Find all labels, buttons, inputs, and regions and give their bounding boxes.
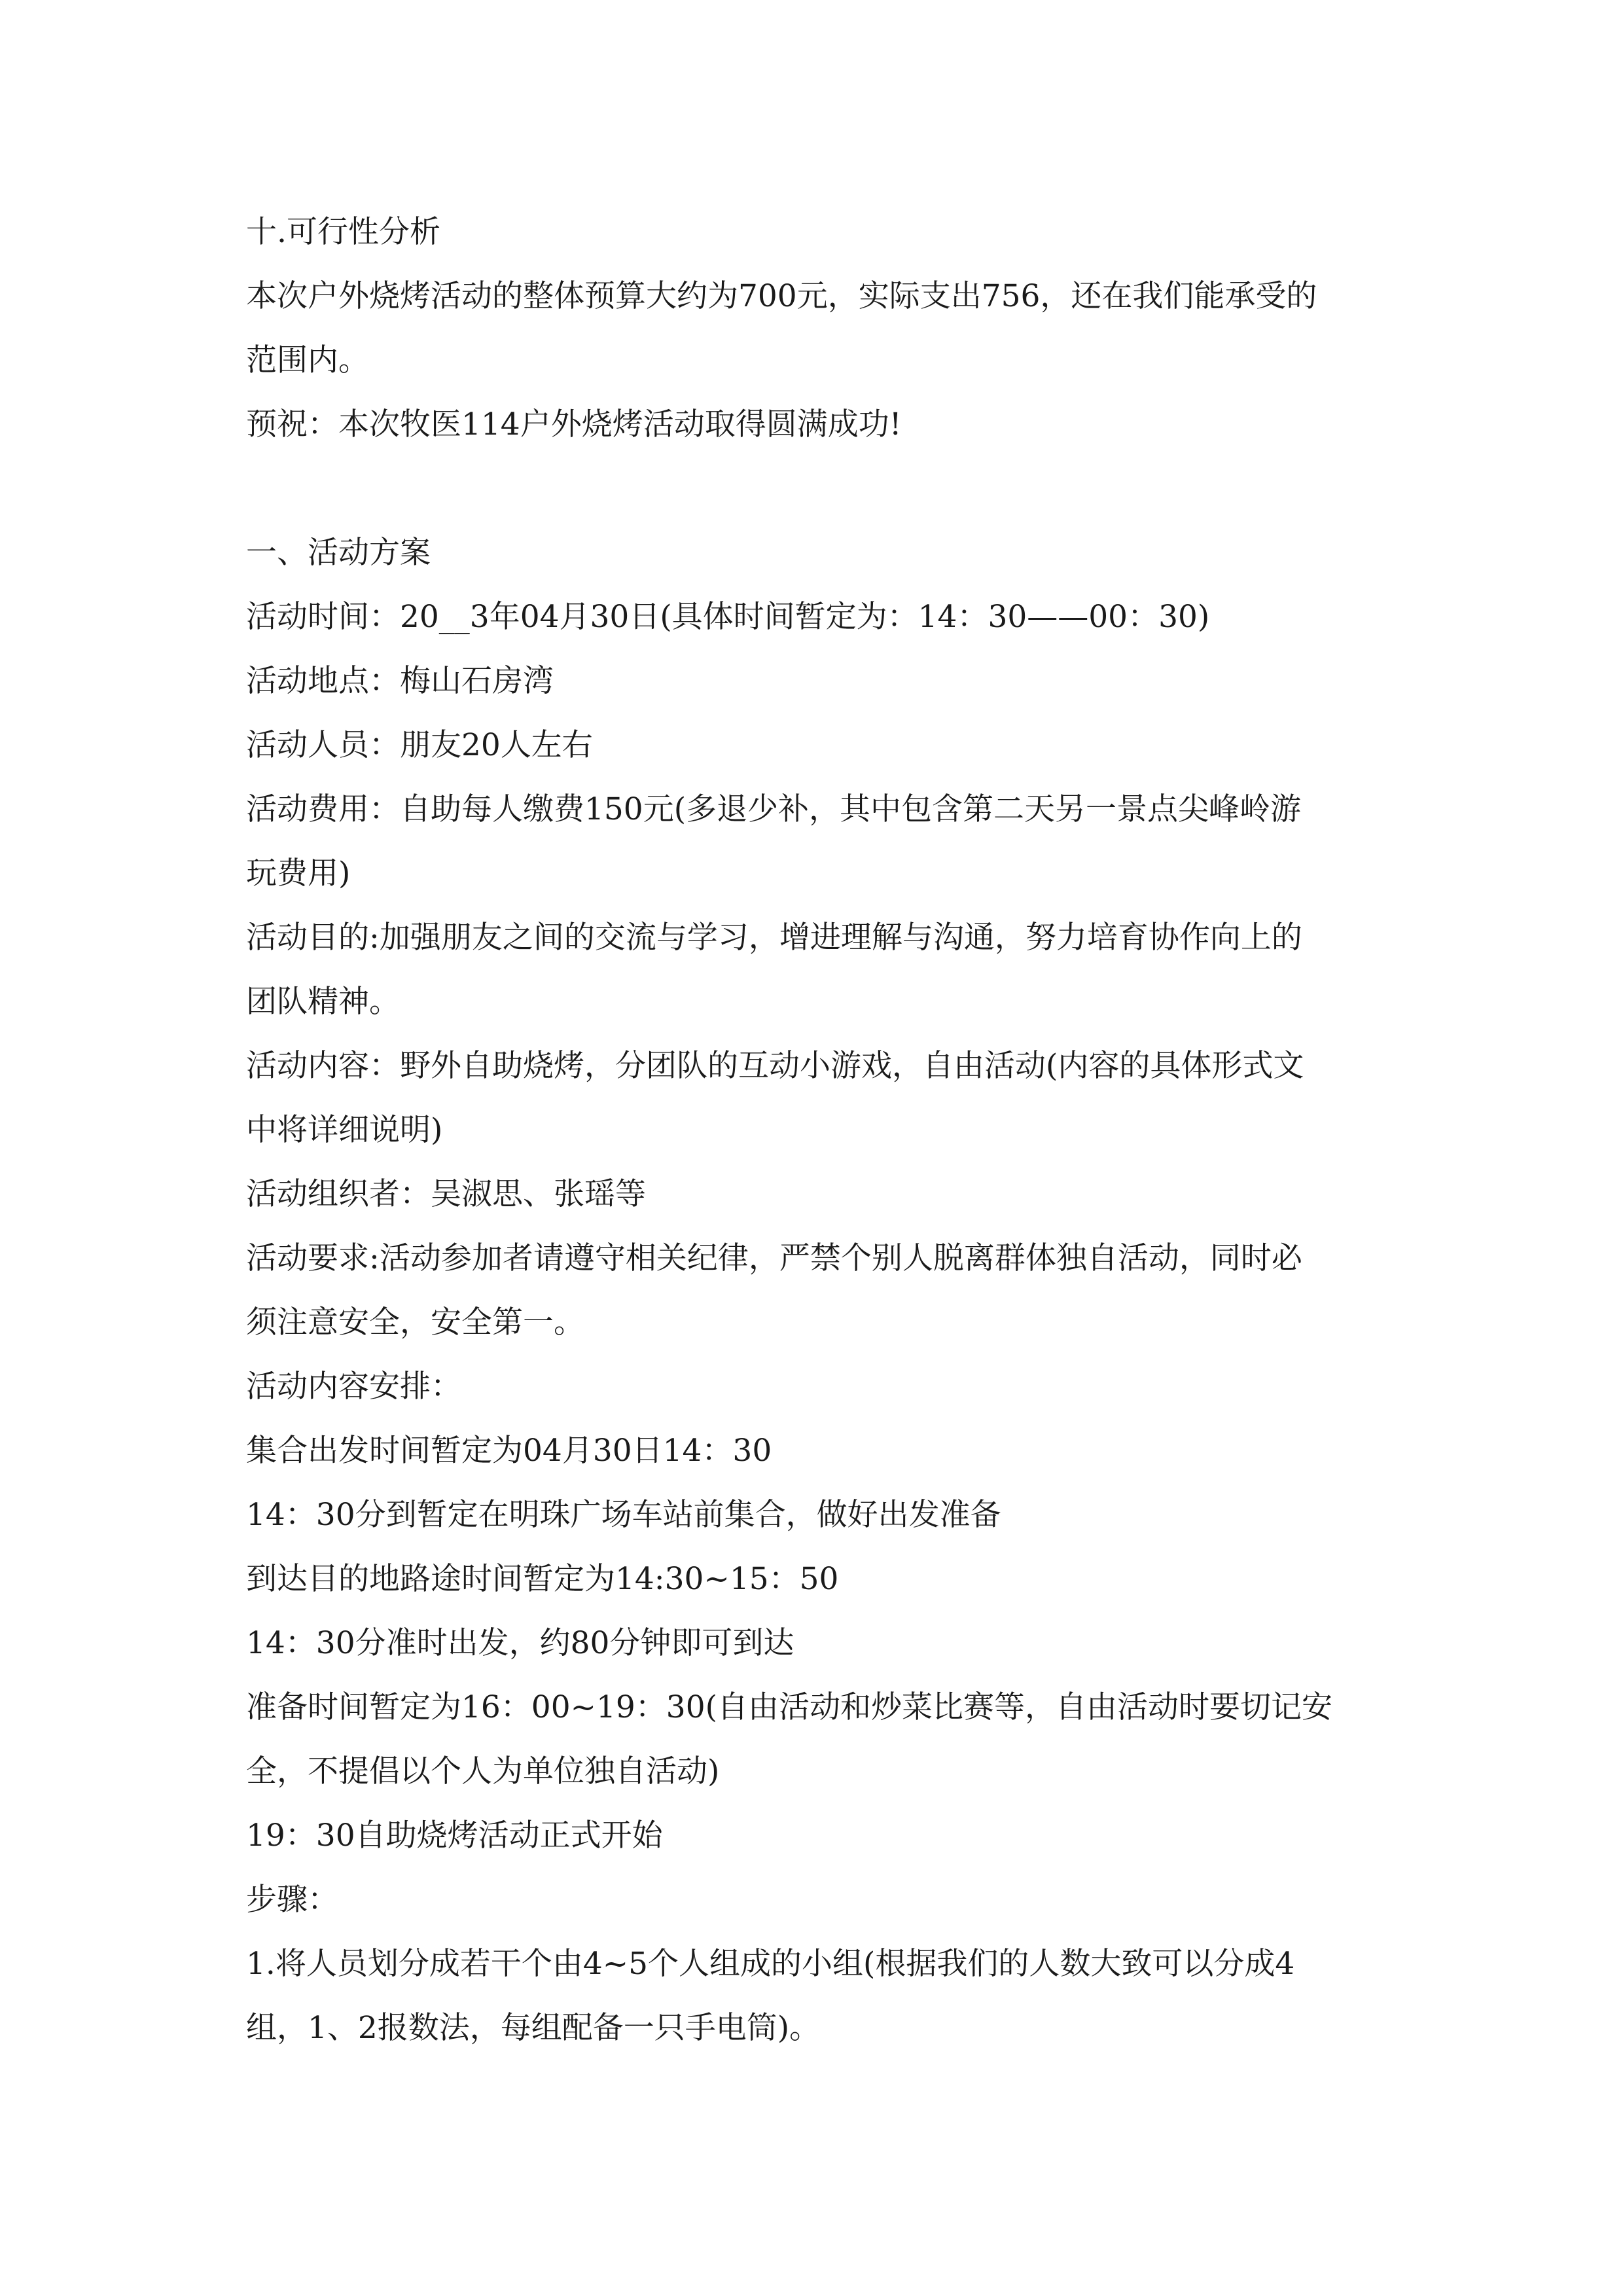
activity-requirements-continued: 须注意安全，安全第一。 <box>246 1304 584 1340</box>
activity-time: 活动时间：20__3年04月30日(具体时间暂定为：14：30——00：30) <box>246 599 1210 635</box>
activity-purpose: 活动目的:加强朋友之间的交流与学习，增进理解与沟通，努力培育协作向上的 <box>246 920 1302 956</box>
activity-content: 活动内容：野外自助烧烤，分团队的互动小游戏，自由活动(内容的具体形式文 <box>246 1048 1304 1084</box>
schedule-item: 到达目的地路途时间暂定为14:30~15：50 <box>246 1561 839 1597</box>
step-item-continued: 组，1、2报数法，每组配备一只手电筒)。 <box>246 2010 821 2046</box>
activity-purpose-continued: 团队精神。 <box>246 984 400 1020</box>
paragraph-line: 本次户外烧烤活动的整体预算大约为700元，实际支出756，还在我们能承受的 <box>246 278 1317 314</box>
activity-participants: 活动人员：朋友20人左右 <box>246 727 593 763</box>
paragraph-line: 范围内。 <box>246 342 369 378</box>
schedule-item: 19：30自助烧烤活动正式开始 <box>246 1818 663 1854</box>
activity-organizers: 活动组织者：吴淑思、张瑶等 <box>246 1176 646 1212</box>
schedule-heading: 活动内容安排： <box>246 1369 461 1405</box>
section-heading-activity-plan: 一、活动方案 <box>246 535 431 571</box>
steps-heading: 步骤： <box>246 1882 338 1918</box>
schedule-item: 准备时间暂定为16：00~19：30(自由活动和炒菜比赛等，自由活动时要切记安 <box>246 1689 1332 1725</box>
schedule-item-continued: 全，不提倡以个人为单位独自活动) <box>246 1753 720 1789</box>
paragraph-line: 预祝：本次牧医114户外烧烤活动取得圆满成功! <box>246 406 902 442</box>
blank-line <box>246 457 1385 521</box>
schedule-item: 14：30分到暂定在明珠广场车站前集合，做好出发准备 <box>246 1497 1001 1533</box>
activity-cost: 活动费用：自助每人缴费150元(多退少补，其中包含第二天另一景点尖峰岭游 <box>246 791 1302 827</box>
activity-requirements: 活动要求:活动参加者请遵守相关纪律，严禁个别人脱离群体独自活动，同时必 <box>246 1240 1302 1276</box>
schedule-item: 集合出发时间暂定为04月30日14：30 <box>246 1433 772 1469</box>
activity-cost-continued: 玩费用) <box>246 855 351 891</box>
activity-content-continued: 中将详细说明) <box>246 1112 443 1148</box>
step-item: 1.将人员划分成若干个由4~5个人组成的小组(根据我们的人数大致可以分成4 <box>246 1946 1295 1982</box>
activity-location: 活动地点：梅山石房湾 <box>246 663 554 699</box>
schedule-item: 14：30分准时出发，约80分钟即可到达 <box>246 1625 794 1661</box>
document-body <box>246 200 1385 2060</box>
section-heading-feasibility: 十.可行性分析 <box>246 214 440 250</box>
